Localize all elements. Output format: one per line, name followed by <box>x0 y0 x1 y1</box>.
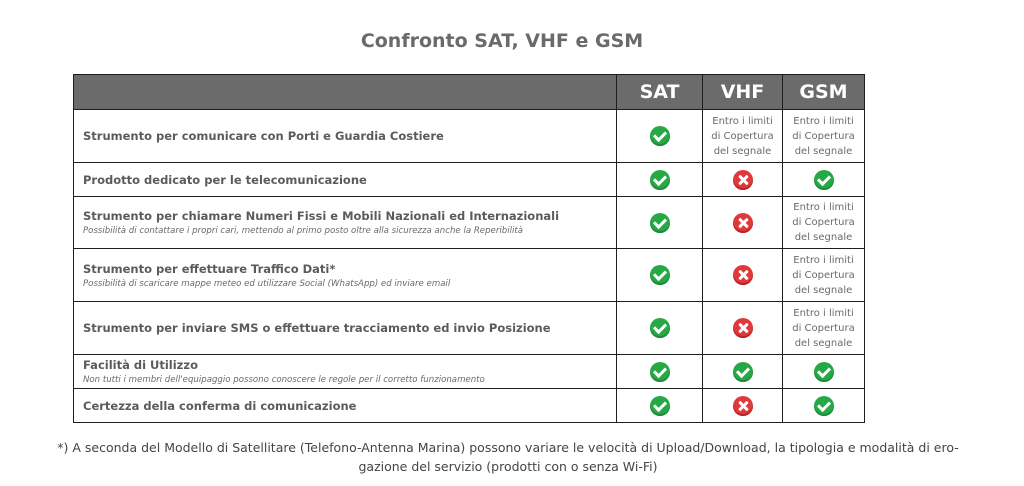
coverage-note: Entro i limiti di Copertura del segnale <box>711 115 774 157</box>
value-cell <box>703 249 783 302</box>
check-icon <box>814 396 834 416</box>
row-label-cell <box>74 355 617 389</box>
column-header-gsm: GSM <box>783 75 865 110</box>
value-cell <box>703 197 783 249</box>
row-label-cell <box>74 302 617 355</box>
value-cell <box>703 163 783 197</box>
value-cell <box>703 110 783 163</box>
check-icon <box>814 362 834 382</box>
row-label: Certezza della conferma di comunicazione <box>83 398 357 413</box>
row-label: Strumento per comunicare con Porti e Guardia Costiere <box>83 129 444 143</box>
value-cell <box>617 249 703 302</box>
coverage-note: Entro i limiti di Copertura del segnale <box>792 115 855 157</box>
column-header-sat: SAT <box>617 75 703 110</box>
check-icon <box>650 396 670 416</box>
footnote <box>18 438 998 476</box>
row-label-cell <box>74 249 617 302</box>
table-row <box>74 163 865 197</box>
value-cell <box>617 163 703 197</box>
value-cell <box>783 389 865 423</box>
cross-icon <box>733 396 753 416</box>
coverage-note: Entro i limiti di Copertura del segnale <box>792 307 855 349</box>
value-cell <box>617 197 703 249</box>
check-icon <box>650 126 670 146</box>
row-label: Strumento per inviare SMS o effettuare tracciamento ed invio Posizione <box>83 321 551 335</box>
cross-icon <box>733 265 753 285</box>
table-row <box>74 197 865 249</box>
check-icon <box>814 170 834 190</box>
column-header-vhf: VHF <box>703 75 783 110</box>
cross-icon <box>733 318 753 338</box>
footnote-line-1: *) A seconda del Modello di Satellitare (Telefono-Antenna Marina) possono variare le velocità di Upload/Download, la tipologia e modalità di ero- <box>57 440 959 455</box>
value-cell <box>703 389 783 423</box>
value-cell <box>617 302 703 355</box>
check-icon <box>650 318 670 338</box>
cross-icon <box>733 170 753 190</box>
coverage-note: Entro i limiti di Copertura del segnale <box>792 254 855 296</box>
table-row <box>74 110 865 163</box>
header-row <box>74 75 865 110</box>
comparison-table <box>73 74 865 423</box>
check-icon <box>650 170 670 190</box>
footnote-line-2: gazione del servizio (prodotti con o senza Wi-Fi) <box>358 459 658 474</box>
cross-icon <box>733 213 753 233</box>
row-sublabel: Possibilità di scaricare mappe meteo ed utilizzare Social (WhatsApp) ed inviare email <box>83 278 451 289</box>
check-icon <box>650 265 670 285</box>
value-cell <box>617 110 703 163</box>
check-icon <box>733 362 753 382</box>
row-label: Strumento per chiamare Numeri Fissi e Mobili Nazionali ed Internazionali <box>83 209 560 223</box>
value-cell <box>783 110 865 163</box>
value-cell <box>617 389 703 423</box>
row-label-cell <box>74 110 617 163</box>
table-row <box>74 249 865 302</box>
value-cell <box>617 355 703 389</box>
table-row <box>74 355 865 389</box>
value-cell <box>783 163 865 197</box>
row-label-cell <box>74 197 617 249</box>
row-label: Prodotto dedicato per le telecomunicazione <box>83 172 367 187</box>
check-icon <box>650 213 670 233</box>
value-cell <box>783 355 865 389</box>
check-icon <box>650 362 670 382</box>
value-cell <box>783 197 865 249</box>
header-blank-cell <box>74 75 617 110</box>
table-row <box>74 302 865 355</box>
row-label-cell <box>74 163 617 197</box>
value-cell <box>783 302 865 355</box>
value-cell <box>783 249 865 302</box>
table-row <box>74 389 865 423</box>
row-sublabel: Possibilità di contattare i propri cari, mettendo al primo posto oltre alla sicurezza anche la Reperibilità <box>83 226 524 236</box>
row-label-cell <box>74 389 617 423</box>
page-title: Confronto SAT, VHF e GSM <box>360 30 644 52</box>
row-label: Strumento per effettuare Traffico Dati* <box>83 261 336 276</box>
value-cell <box>703 355 783 389</box>
coverage-note: Entro i limiti di Copertura del segnale <box>792 202 855 243</box>
row-sublabel: Non tutti i membri dell'equipaggio possono conoscere le regole per il corretto funzionamento <box>83 375 485 385</box>
row-label: Facilità di Utilizzo <box>83 358 198 372</box>
value-cell <box>703 302 783 355</box>
